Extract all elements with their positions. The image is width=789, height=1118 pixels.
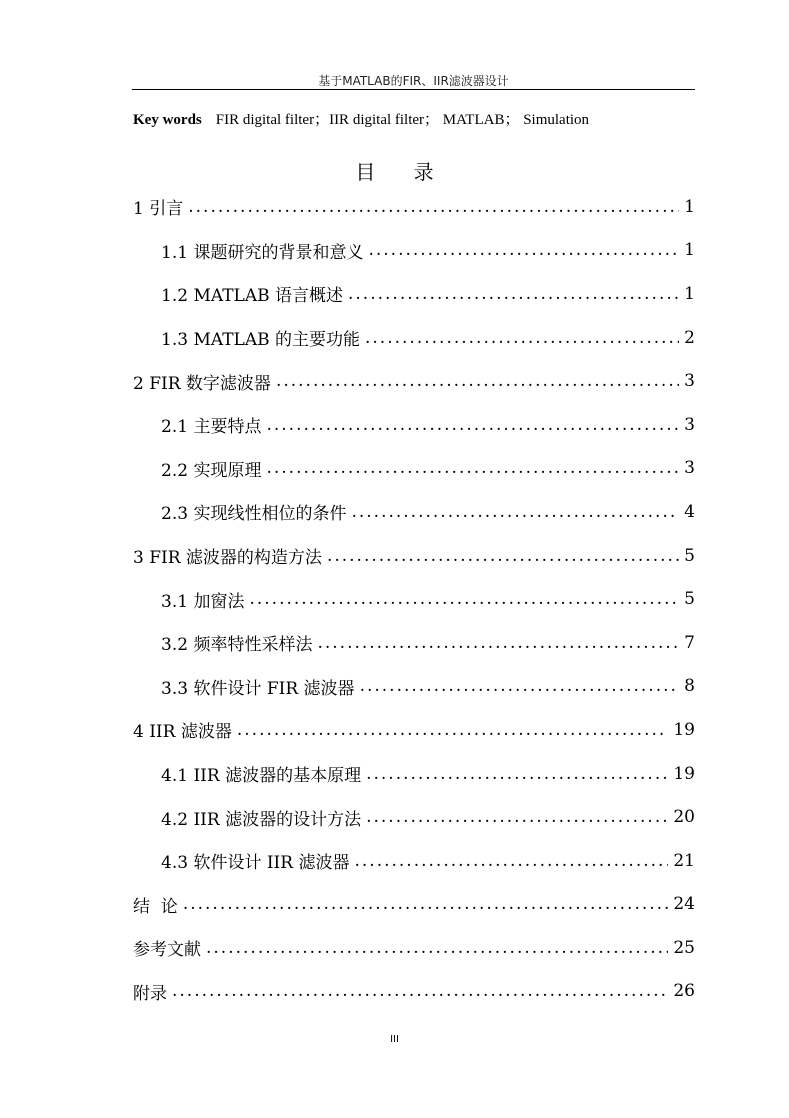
toc-entry-text: 4 IIR 滤波器: [133, 722, 232, 743]
toc-entry-text: 2 FIR 数字滤波器: [133, 373, 271, 394]
toc-leader: [366, 764, 668, 784]
toc-entry[interactable]: [133, 272, 695, 316]
toc-entry-page: 5: [684, 589, 695, 610]
toc-entry[interactable]: [133, 926, 695, 970]
toc-leader: [188, 197, 679, 217]
toc-leader: [327, 546, 679, 566]
toc-entry[interactable]: [133, 621, 695, 665]
toc-title: 目 录: [355, 160, 450, 184]
toc-entry-page: 20: [673, 807, 695, 828]
toc-leader: [348, 284, 679, 304]
toc-entry-page: 1: [684, 283, 695, 304]
toc-entry-text: 3.1 加窗法: [161, 591, 245, 612]
toc-entry-text: 2.2 实现原理: [161, 460, 262, 481]
toc-entry-text: 1.3 MATLAB 的主要功能: [161, 330, 360, 351]
toc-entry-page: 24: [673, 894, 695, 915]
toc-leader: [206, 938, 668, 958]
toc-entry-text: 4.2 IIR 滤波器的设计方法: [161, 809, 362, 830]
toc-entry-page: 3: [684, 414, 695, 435]
toc-entry[interactable]: [133, 403, 695, 447]
toc-entry[interactable]: [133, 577, 695, 621]
toc-leader: [368, 240, 679, 260]
toc-entry[interactable]: [133, 359, 695, 403]
toc-entry-page: 21: [673, 850, 695, 871]
toc-entry-text: 3.2 频率特性采样法: [161, 635, 313, 656]
toc-entry[interactable]: [133, 447, 695, 491]
toc-entry-page: 19: [673, 719, 695, 740]
table-of-contents: [133, 185, 695, 1013]
toc-entry-text: 2.1 主要特点: [161, 417, 262, 438]
toc-entry-page: 7: [684, 632, 695, 653]
page-number: III: [390, 1034, 399, 1045]
keywords-label: Key words: [133, 112, 202, 128]
toc-leader: [366, 807, 668, 827]
toc-leader: [266, 458, 679, 478]
toc-leader: [183, 894, 669, 914]
keywords-line: [133, 108, 589, 129]
toc-entry[interactable]: [133, 316, 695, 360]
toc-entry-text: 1 引言: [133, 199, 184, 220]
toc-entry-text: 参考文献: [133, 940, 201, 961]
toc-entry-text: 3.3 软件设计 FIR 滤波器: [161, 678, 355, 699]
toc-entry-page: 4: [684, 501, 695, 522]
toc-leader: [249, 589, 679, 609]
toc-leader: [172, 981, 668, 1001]
toc-leader: [276, 371, 679, 391]
toc-entry-text: 附录: [133, 983, 167, 1004]
toc-entry-text: 结 论: [133, 896, 178, 917]
toc-entry-text: 1.1 课题研究的背景和意义: [161, 242, 364, 263]
toc-entry[interactable]: [133, 665, 695, 709]
toc-entry[interactable]: [133, 883, 695, 927]
toc-entry-page: 25: [673, 937, 695, 958]
toc-entry-text: 2.3 实现线性相位的条件: [161, 504, 347, 525]
keywords-value: FIR digital filter；IIR digital filter； MATLAB； Simulation: [215, 112, 590, 128]
toc-entry-page: 19: [673, 763, 695, 784]
toc-leader: [351, 502, 679, 522]
toc-leader: [266, 415, 679, 435]
toc-entry-page: 1: [684, 196, 695, 217]
toc-entry-text: 4.1 IIR 滤波器的基本原理: [161, 766, 362, 787]
toc-entry[interactable]: [133, 708, 695, 752]
toc-entry-page: 5: [684, 545, 695, 566]
toc-entry[interactable]: [133, 185, 695, 229]
toc-leader: [354, 851, 668, 871]
toc-leader: [365, 328, 679, 348]
toc-entry-text: 4.3 软件设计 IIR 滤波器: [161, 853, 350, 874]
toc-leader: [237, 720, 669, 740]
toc-entry-page: 8: [684, 676, 695, 697]
toc-entry[interactable]: [133, 752, 695, 796]
toc-entry-page: 3: [684, 371, 695, 392]
toc-entry-text: 1.2 MATLAB 语言概述: [161, 286, 343, 307]
page-header: 基于MATLAB的FIR、IIR滤波器设计: [318, 74, 509, 88]
toc-entry[interactable]: [133, 534, 695, 578]
header-rule: [132, 89, 695, 90]
toc-entry[interactable]: [133, 490, 695, 534]
toc-entry[interactable]: [133, 839, 695, 883]
toc-leader: [360, 676, 680, 696]
toc-entry-page: 3: [684, 458, 695, 479]
toc-entry-text: 3 FIR 滤波器的构造方法: [133, 548, 322, 569]
toc-entry[interactable]: [133, 970, 695, 1014]
toc-entry-page: 2: [684, 327, 695, 348]
toc-entry[interactable]: [133, 229, 695, 273]
toc-entry[interactable]: [133, 795, 695, 839]
toc-entry-page: 1: [684, 240, 695, 261]
toc-leader: [317, 633, 679, 653]
toc-entry-page: 26: [673, 981, 695, 1002]
